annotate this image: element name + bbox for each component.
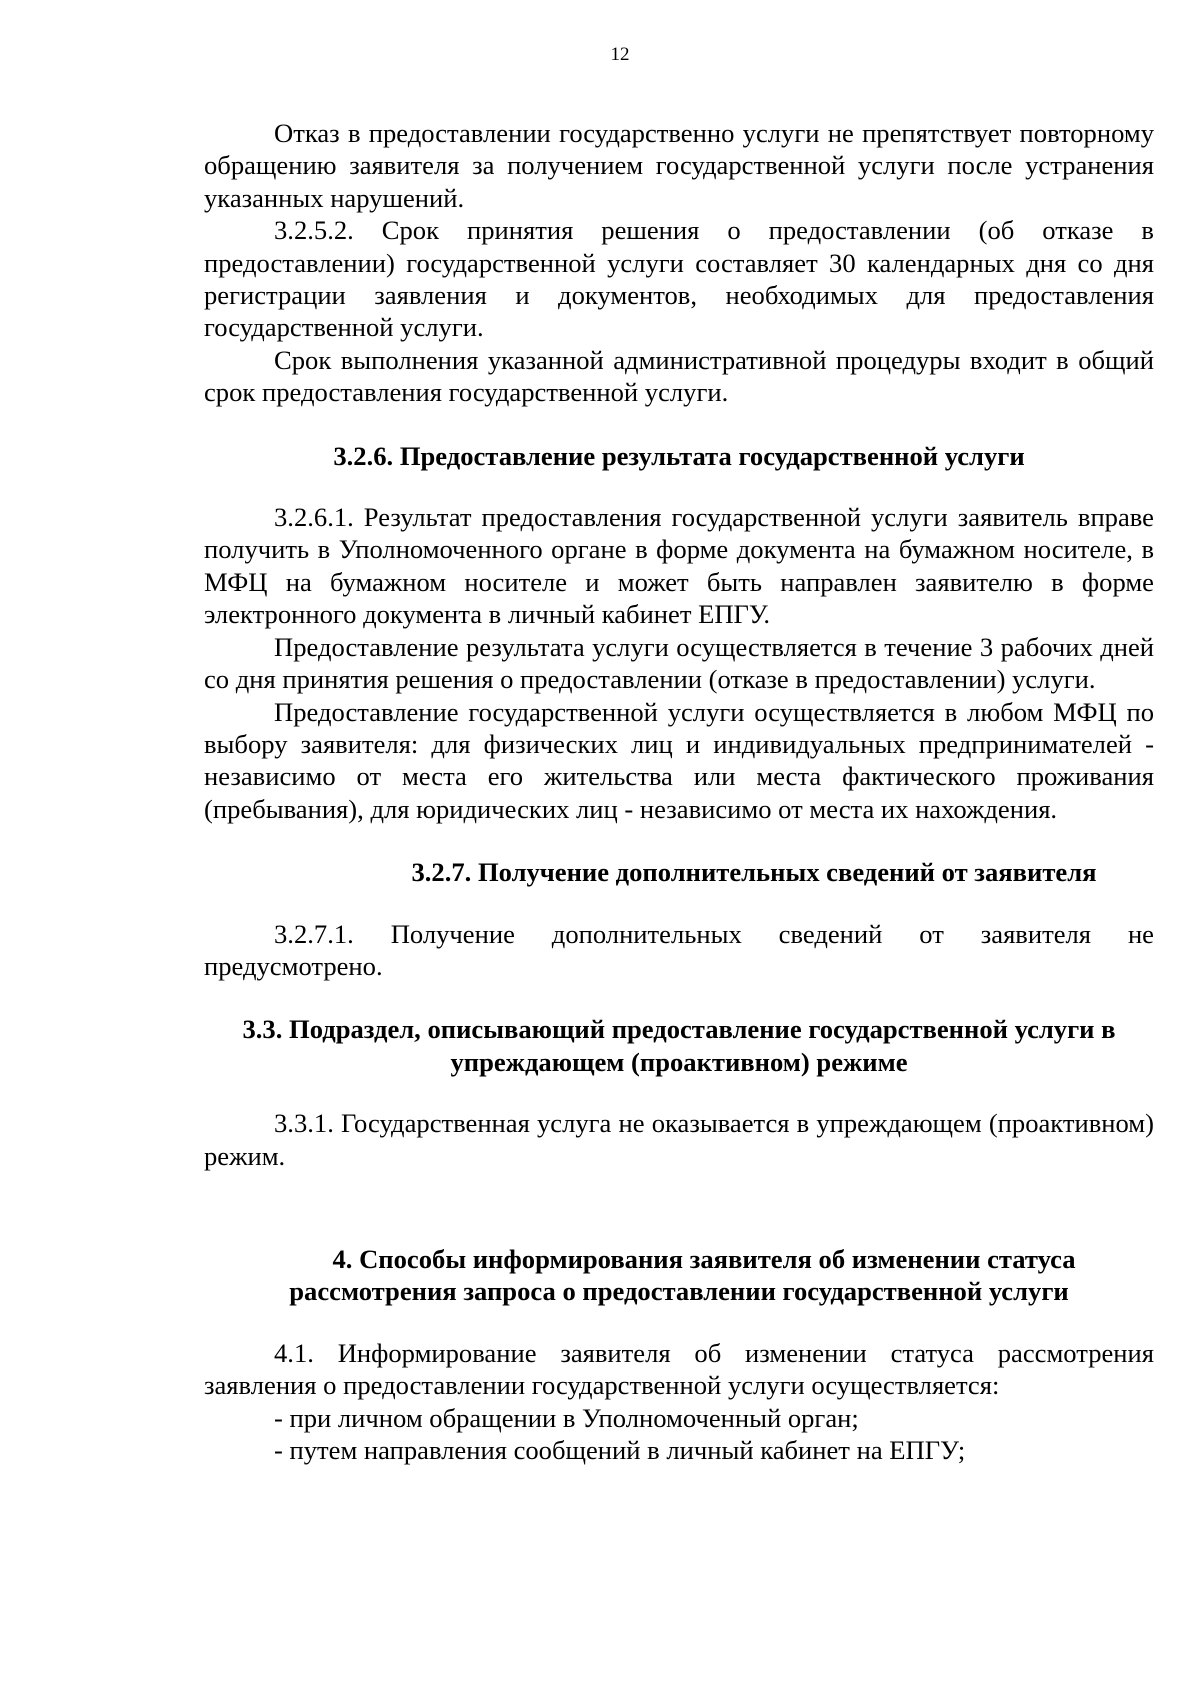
paragraph-3-2-7-1: 3.2.7.1. Получение дополнительных сведений от заявителя не предусмотрено.: [204, 918, 1154, 981]
paragraph-mfc-service: Предоставление государственной услуги осуществляется в любом МФЦ по выбору заявителя: для физических лиц и индивидуальных предпринимателей - независимо от места его жительства или места фактического проживания (пребывания), для юридических лиц - независимо от места их нахождения.: [204, 696, 1154, 824]
paragraph-3-2-6-1: 3.2.6.1. Результат предоставления государственной услуги заявитель вправе получить в Уполномоченного органе в форме документа на бумажном носителе, в МФЦ на бумажном носителе и может быть направлен заявителю в форме электронного документа в личный кабинет ЕПГУ.: [204, 502, 1154, 630]
heading-3-3-line-2: упреждающем (проактивном) режиме: [450, 1046, 908, 1077]
paragraph-result-delivery: Предоставление результата услуги осуществляется в течение 3 рабочих дней со дня принятия решения о предоставлении (отказе в предоставлении) услуги.: [204, 631, 1154, 695]
page-number: 12: [610, 44, 630, 65]
paragraph-procedure-term: Срок выполнения указанной административной процедуры входит в общий срок предоставления государственной услуги.: [204, 344, 1154, 408]
heading-3-2-6: 3.2.6. Предоставление результата государственной услуги: [333, 440, 1025, 471]
heading-3-2-7: 3.2.7. Получение дополнительных сведений от заявителя: [411, 857, 1097, 888]
paragraph-3-3-1: 3.3.1. Государственная услуга не оказывается в упреждающем (проактивном) режим.: [204, 1108, 1154, 1171]
heading-4-line-1: 4. Способы информирования заявителя об изменении статуса: [332, 1243, 1076, 1274]
document-body: [204, 117, 1154, 1466]
paragraph-3-2-5-2: 3.2.5.2. Срок принятия решения о предоставлении (об отказе в предоставлении) государственной услуги составляет 30 календарных дня со дня регистрации заявления и документов, необходимых для предоставления государственной услуги.: [204, 215, 1154, 343]
paragraph-refusal: Отказ в предоставлении государственно услуги не препятствует повторному обращению заявителя за получением государственной услуги после устранения указанных нарушений.: [204, 118, 1154, 213]
list-item-epgu-cabinet: - путем направления сообщений в личный кабинет на ЕПГУ;: [274, 1435, 966, 1465]
paragraph-4-1: 4.1. Информирование заявителя об изменении статуса рассмотрения заявления о предоставлении государственной услуги осуществляется:: [204, 1337, 1154, 1401]
list-item-personal-visit: - при личном обращении в Уполномоченный орган;: [274, 1402, 859, 1433]
heading-3-3-line-1: 3.3. Подраздел, описывающий предоставление государственной услуги в: [242, 1014, 1116, 1045]
heading-4-line-2: рассмотрения запроса о предоставлении государственной услуги: [289, 1276, 1069, 1307]
